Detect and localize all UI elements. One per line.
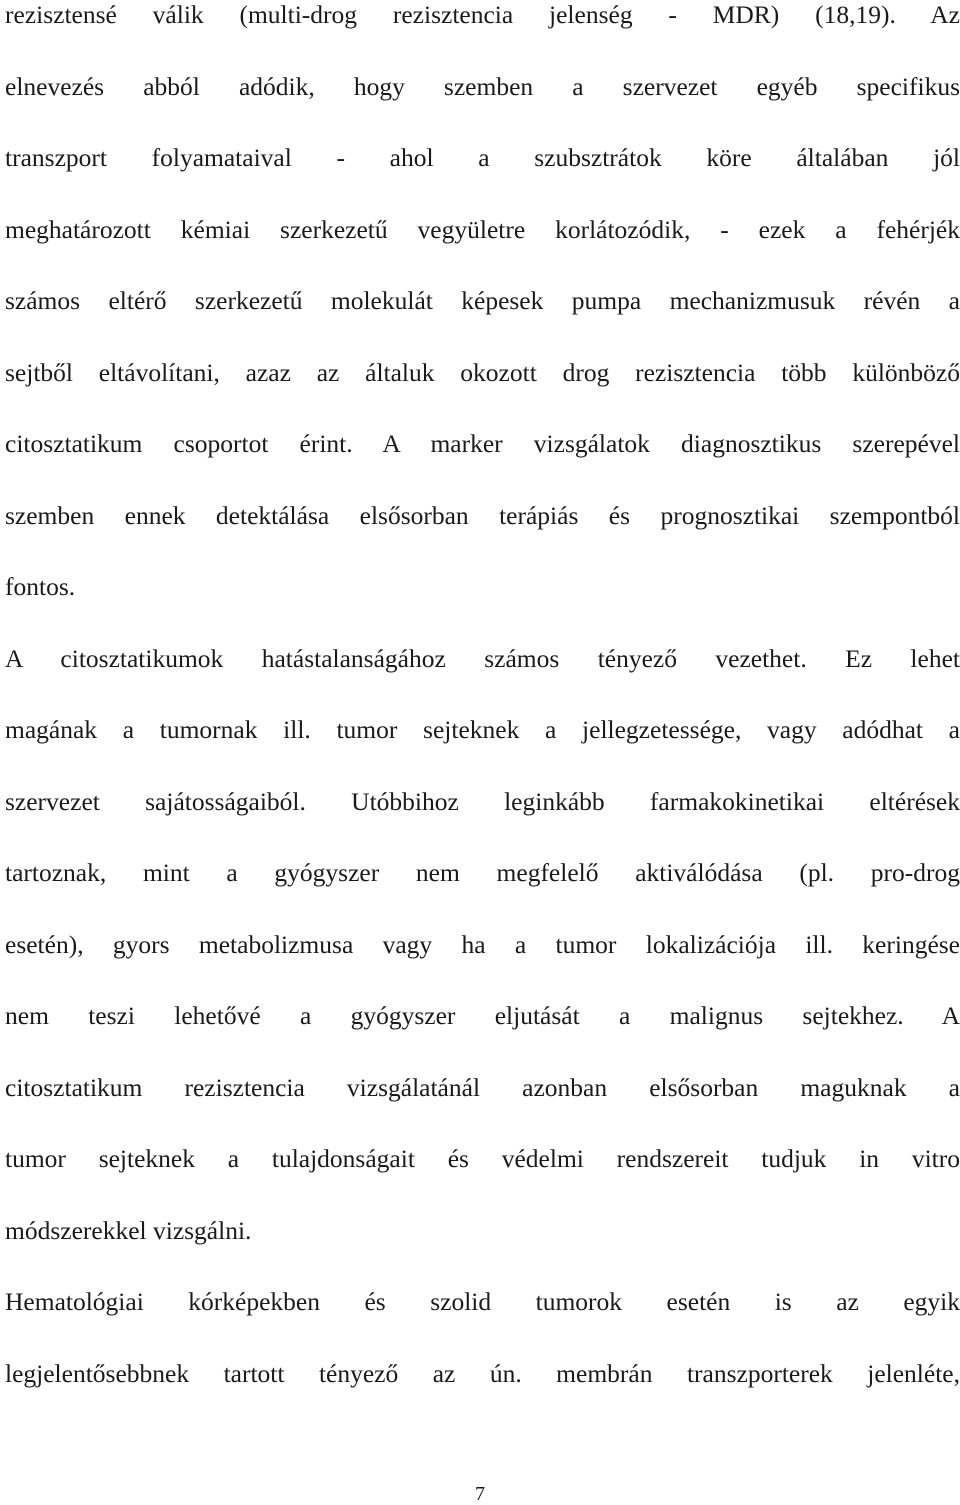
document-page <box>5 0 960 1430</box>
page-number: 7 <box>475 1483 485 1505</box>
text-line: Hematológiai kórképekben és szolid tumorok esetén is az egyik <box>5 1287 960 1316</box>
text-line: tartoznak, mint a gyógyszer nem megfelelő aktiválódása (pl. pro-drog <box>5 858 960 887</box>
text-line: meghatározott kémiai szerkezetű vegyületre korlátozódik, - ezek a fehérjék <box>5 214 960 244</box>
text-line: nem teszi lehetővé a gyógyszer eljutását a malignus sejtekhez. A <box>5 1001 960 1030</box>
text-line: fontos. <box>5 572 76 601</box>
text-line: legjelentősebbnek tartott tényező az ún. membrán transzporterek jelenléte, <box>5 1358 960 1388</box>
text-line: számos eltérő szerkezetű molekulát képesek pumpa mechanizmusuk révén a <box>5 286 960 315</box>
paragraph-hematologiai <box>5 1287 960 1430</box>
text-line: magának a tumornak ill. tumor sejteknek a jellegzetessége, vagy adódhat a <box>5 715 960 744</box>
text-line: citosztatikum rezisztencia vizsgálatánál azonban elsősorban maguknak a <box>5 1072 960 1102</box>
text-line: tumor sejteknek a tulajdonságait és védelmi rendszereit tudjuk in vitro <box>5 1144 960 1173</box>
paragraph-citosztatikumok <box>5 644 960 1288</box>
paragraph-mdr <box>5 0 960 644</box>
text-line: esetén), gyors metabolizmusa vagy ha a tumor lokalizációja ill. keringése <box>5 929 960 959</box>
text-line: A citosztatikumok hatástalanságához számos tényező vezethet. Ez lehet <box>5 643 960 673</box>
text-line: citosztatikum csoportot érint. A marker vizsgálatok diagnosztikus szerepével <box>5 429 960 458</box>
text-line: elnevezés abból adódik, hogy szemben a szervezet egyéb specifikus <box>5 71 960 101</box>
text-line: transzport folyamataival - ahol a szubsztrátok köre általában jól <box>5 143 960 172</box>
text-line: sejtből eltávolítani, azaz az általuk okozott drog rezisztencia több különböző <box>5 357 960 387</box>
text-line: szemben ennek detektálása elsősorban terápiás és prognosztikai szempontból <box>5 500 960 530</box>
text-line: szervezet sajátosságaiból. Utóbbihoz leginkább farmakokinetikai eltérések <box>5 786 960 816</box>
text-line: rezisztensé válik (multi-drog rezisztencia jelenség - MDR) (18,19). Az <box>5 0 960 29</box>
text-line: módszerekkel vizsgálni. <box>5 1215 252 1245</box>
